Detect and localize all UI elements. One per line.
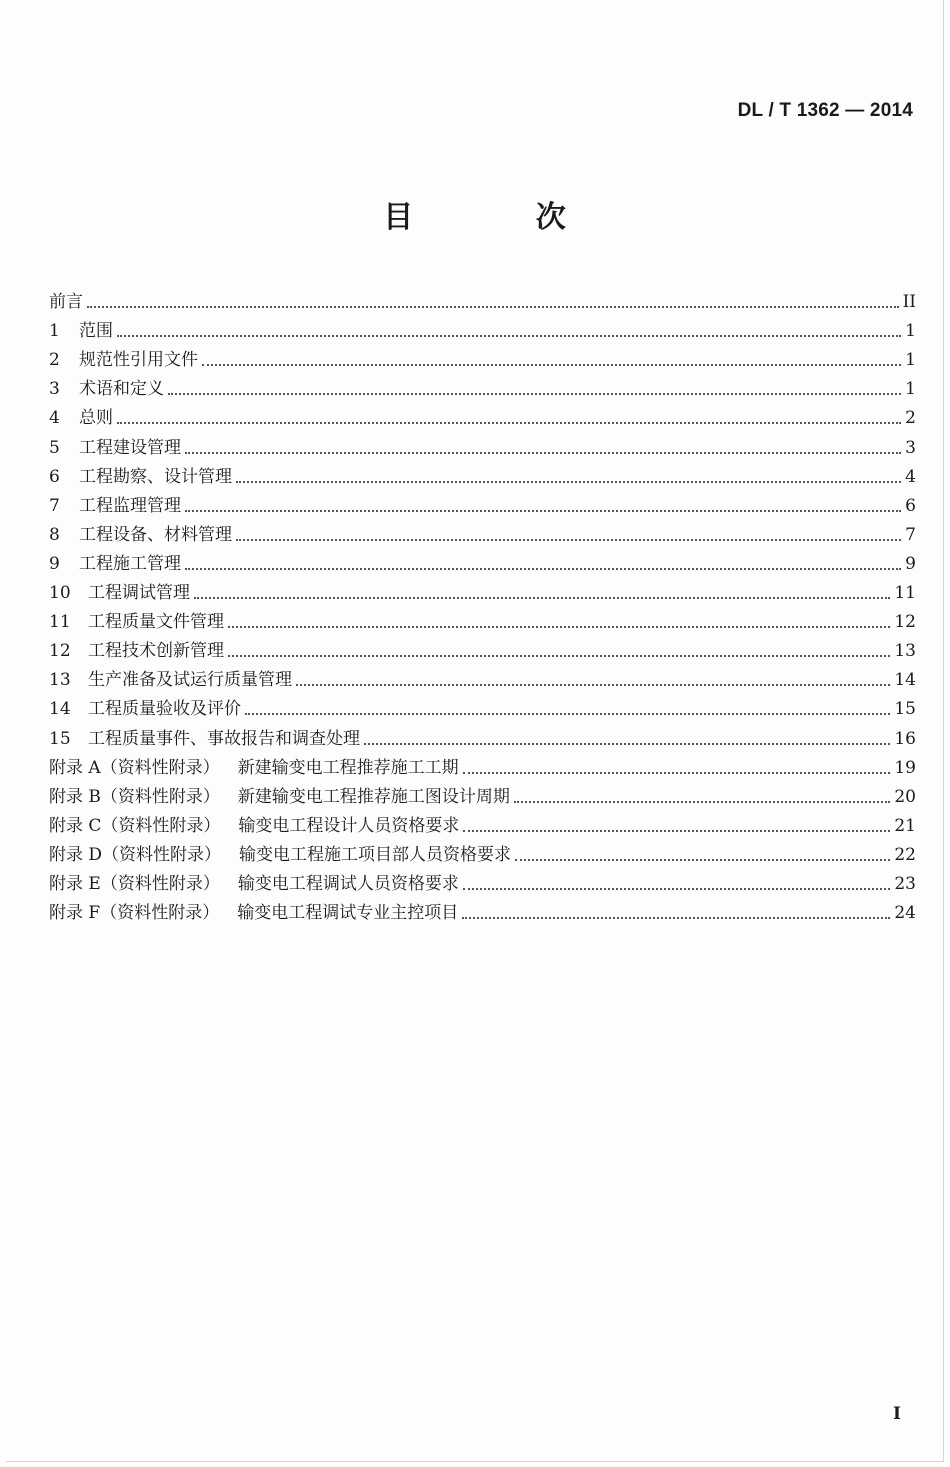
toc-entry-page: 12 <box>894 612 916 633</box>
toc-entry-text: 工程技术创新管理 <box>88 641 224 662</box>
dot-leader <box>236 538 901 541</box>
toc-entry-page: 22 <box>894 844 916 865</box>
toc-appendix-e[interactable] <box>49 866 916 895</box>
toc-entry-page: 2 <box>905 408 916 429</box>
toc-entry-page: 6 <box>905 495 916 516</box>
toc-entry-foreword[interactable] <box>49 284 916 313</box>
toc-entry-9[interactable] <box>49 546 916 575</box>
toc-entry-8[interactable] <box>49 517 916 546</box>
toc-entry-text: 前言 <box>49 292 83 313</box>
dot-leader <box>194 596 890 599</box>
toc-entry-text: 工程质量事件、事故报告和调查处理 <box>88 728 360 749</box>
toc-entry-page: 23 <box>894 873 916 894</box>
dot-leader <box>463 771 891 774</box>
toc-entry-page: 3 <box>905 437 916 458</box>
toc-entry-number: 6 <box>49 466 60 487</box>
dot-leader <box>185 509 901 512</box>
toc-entry-5[interactable] <box>49 429 916 458</box>
toc-entry-number: 2 <box>49 350 60 371</box>
toc-entry-text: 总则 <box>79 408 113 429</box>
dot-leader <box>228 654 890 657</box>
appendix-title: 输变电工程设计人员资格要求 <box>238 815 460 836</box>
toc-entry-text: 工程质量验收及评价 <box>88 699 241 720</box>
dot-leader <box>515 858 890 861</box>
toc-entry-13[interactable] <box>49 662 916 691</box>
toc-entry-page: 21 <box>894 815 916 836</box>
dot-leader <box>462 916 890 919</box>
toc-entry-page: 1 <box>905 379 916 400</box>
dot-leader <box>185 451 901 454</box>
page-title: 目 次 <box>383 200 622 235</box>
appendix-title: 新建输变电工程推荐施工工期 <box>237 757 459 778</box>
toc-entry-page: 14 <box>894 670 916 691</box>
appendix-title: 输变电工程施工项目部人员资格要求 <box>239 844 512 865</box>
toc-entry-number: 13 <box>49 670 71 691</box>
dot-leader <box>117 334 901 337</box>
dot-leader <box>168 392 901 395</box>
toc-entry-number: 15 <box>49 728 71 749</box>
toc-entry-10[interactable] <box>49 575 916 604</box>
toc-entry-number: 8 <box>49 524 60 545</box>
toc-entry-number: 3 <box>49 379 60 400</box>
standard-code: DL / T 1362 — 2014 <box>737 100 913 121</box>
dot-leader <box>514 800 890 803</box>
toc-entry-12[interactable] <box>49 633 916 662</box>
toc-appendix-f[interactable] <box>49 895 916 924</box>
dot-leader <box>245 712 890 715</box>
toc-entry-page: II <box>902 292 916 313</box>
toc-entry-14[interactable] <box>49 691 916 720</box>
toc-entry-11[interactable] <box>49 604 916 633</box>
appendix-label: 附录 D（资料性附录） <box>49 844 222 865</box>
dot-leader <box>185 567 901 570</box>
page-number: I <box>893 1404 901 1424</box>
toc-entry-text: 工程质量文件管理 <box>88 612 224 633</box>
toc-entry-page: 9 <box>905 553 916 574</box>
toc-entry-text: 工程调试管理 <box>88 583 190 604</box>
toc-entry-page: 4 <box>905 466 916 487</box>
toc-entry-number: 11 <box>49 612 71 633</box>
dot-leader <box>463 829 890 832</box>
toc-entry-page: 20 <box>894 786 916 807</box>
dot-leader <box>236 480 901 483</box>
dot-leader <box>202 363 901 366</box>
appendix-label: 附录 C（资料性附录） <box>49 815 221 836</box>
toc-entry-number: 14 <box>49 699 71 720</box>
toc-appendix-d[interactable] <box>49 837 916 866</box>
toc-entry-page: 19 <box>894 757 916 778</box>
toc-entry-number: 9 <box>49 553 60 574</box>
toc-entry-text: 范围 <box>79 321 113 342</box>
toc-entry-page: 1 <box>905 350 916 371</box>
toc-entry-text: 工程建设管理 <box>79 437 181 458</box>
dot-leader <box>296 683 890 686</box>
dot-leader <box>228 625 890 628</box>
toc-entry-page: 1 <box>905 321 916 342</box>
toc-entry-page: 13 <box>894 641 916 662</box>
toc-entry-3[interactable] <box>49 371 916 400</box>
appendix-label: 附录 B（资料性附录） <box>49 786 220 807</box>
toc-entry-text: 工程勘察、设计管理 <box>79 466 232 487</box>
toc-entry-2[interactable] <box>49 342 916 371</box>
toc-appendix-b[interactable] <box>49 779 916 808</box>
toc-appendix-c[interactable] <box>49 808 916 837</box>
toc-entry-number: 12 <box>49 641 71 662</box>
toc-appendix-a[interactable] <box>49 750 916 779</box>
toc-entry-number: 7 <box>49 495 60 516</box>
toc-entry-number: 10 <box>49 583 71 604</box>
table-of-contents <box>49 284 916 924</box>
toc-entry-page: 15 <box>894 699 916 720</box>
toc-entry-page: 7 <box>905 524 916 545</box>
toc-entry-page: 11 <box>894 583 916 604</box>
toc-entry-number: 5 <box>49 437 60 458</box>
toc-entry-text: 规范性引用文件 <box>79 350 198 371</box>
toc-entry-page: 24 <box>894 903 916 924</box>
appendix-label: 附录 F（资料性附录） <box>49 903 220 924</box>
toc-entry-text: 工程设备、材料管理 <box>79 524 232 545</box>
toc-entry-page: 16 <box>894 728 916 749</box>
toc-entry-number: 4 <box>49 408 60 429</box>
dot-leader <box>463 887 891 890</box>
dot-leader <box>87 305 899 308</box>
toc-entry-15[interactable] <box>49 720 916 749</box>
toc-entry-text: 术语和定义 <box>79 379 164 400</box>
toc-entry-number: 1 <box>49 321 60 342</box>
toc-entry-text: 工程监理管理 <box>79 495 181 516</box>
appendix-title: 输变电工程调试专业主控项目 <box>237 903 459 924</box>
toc-entry-text: 生产准备及试运行质量管理 <box>88 670 292 691</box>
dot-leader <box>364 742 890 745</box>
toc-entry-text: 工程施工管理 <box>79 553 181 574</box>
appendix-label: 附录 E（资料性附录） <box>49 873 220 894</box>
document-page <box>6 0 944 1462</box>
toc-entry-7[interactable] <box>49 488 916 517</box>
dot-leader <box>117 421 901 424</box>
appendix-title: 新建输变电工程推荐施工图设计周期 <box>237 786 510 807</box>
toc-entry-6[interactable] <box>49 459 916 488</box>
appendix-title: 输变电工程调试人员资格要求 <box>237 873 459 894</box>
toc-entry-1[interactable] <box>49 313 916 342</box>
appendix-label: 附录 A（资料性附录） <box>49 757 220 778</box>
toc-entry-4[interactable] <box>49 400 916 429</box>
